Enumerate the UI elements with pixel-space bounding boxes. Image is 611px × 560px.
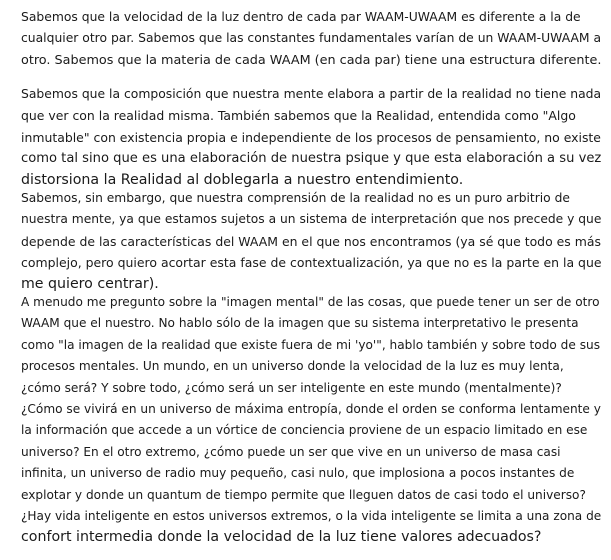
paragraph-1: [21, 7, 601, 71]
text-line: cualquier otro par. Sabemos que las constantes fundamentales varían de un WAAM-UWAAM a: [21, 31, 602, 46]
text-line: depende de las características del WAAM en el que nos encontramos (ya sé que todo es más: [21, 233, 601, 249]
paragraph-4: [21, 292, 601, 549]
text-line: infinita, un universo de radio muy pequeño, casi nulo, que implosiona a pocos instantes de: [21, 466, 575, 481]
text-line: WAAM que el nuestro. No hablo sólo de la imagen que su sistema interpretativo le presenta: [21, 316, 579, 331]
text-line: me quiero centrar).: [21, 275, 159, 292]
text-line: universo? En el otro extremo, ¿cómo puede un ser que vive en un universo de masa casi: [21, 444, 561, 459]
text-line: otro. Sabemos que la materia de cada WAAM (en cada par) tiene una estructura diferente.: [21, 52, 602, 68]
text-line: nuestra mente, ya que estamos sujetos a un sistema de interpretación que nos precede y que: [21, 212, 602, 227]
text-line: ¿cómo será? Y sobre todo, ¿cómo será un ser inteligente en este mundo (mentalmente)?: [21, 380, 562, 395]
paragraph-2: [21, 84, 601, 191]
text-line: complejo, pero quiero acortar esta fase de contextualización, ya que no es la parte en la que: [21, 255, 602, 271]
text-line: inmutable" con existencia propia e independiente de los procesos de pensamiento, no existe: [21, 129, 601, 145]
paragraph-3: [21, 188, 602, 295]
text-line: que ver con la realidad misma. También sabemos que la Realidad, entendida como "Algo: [21, 108, 576, 124]
text-line: ¿Hay vida inteligente en estos universos extremos, o la vida inteligente se limita a una zona de: [21, 508, 602, 523]
text-line: como tal sino que es una elaboración de nuestra psique y que esta elaboración a su vez: [21, 151, 602, 167]
text-line: distorsiona la Realidad al doblegarla a nuestro entendimiento.: [21, 171, 464, 188]
text-line: A menudo me pregunto sobre la "imagen mental" de las cosas, que puede tener un ser de otro: [21, 295, 600, 309]
text-line: procesos mentales. Un mundo, en un universo donde la velocidad de la luz es muy lenta,: [21, 359, 564, 374]
text-line: Sabemos que la composición que nuestra mente elabora a partir de la realidad no tiene nada: [21, 87, 602, 101]
text-line: Sabemos que la velocidad de la luz dentro de cada par WAAM-UWAAM es diferente a la de: [21, 10, 581, 24]
text-line: Sabemos, sin embargo, que nuestra comprensión de la realidad no es un puro arbitrio de: [21, 191, 570, 205]
text-line: como "la imagen de la realidad que existe fuera de mi 'yo'", hablo también y sobre todo de sus: [21, 337, 601, 352]
text-line: confort intermedia donde la velocidad de la luz tiene valores adecuados?: [21, 529, 542, 546]
text-line: la información que accede a un vórtice de conciencia proviene de un espacio limitado en ese: [21, 423, 588, 438]
text-line: ¿Cómo se vivirá en un universo de máxima entropía, donde el orden se conforma lentamente y: [21, 401, 601, 416]
text-line: explotar y donde un quantum de tiempo permite que lleguen datos de casi todo el universo?: [21, 487, 586, 502]
